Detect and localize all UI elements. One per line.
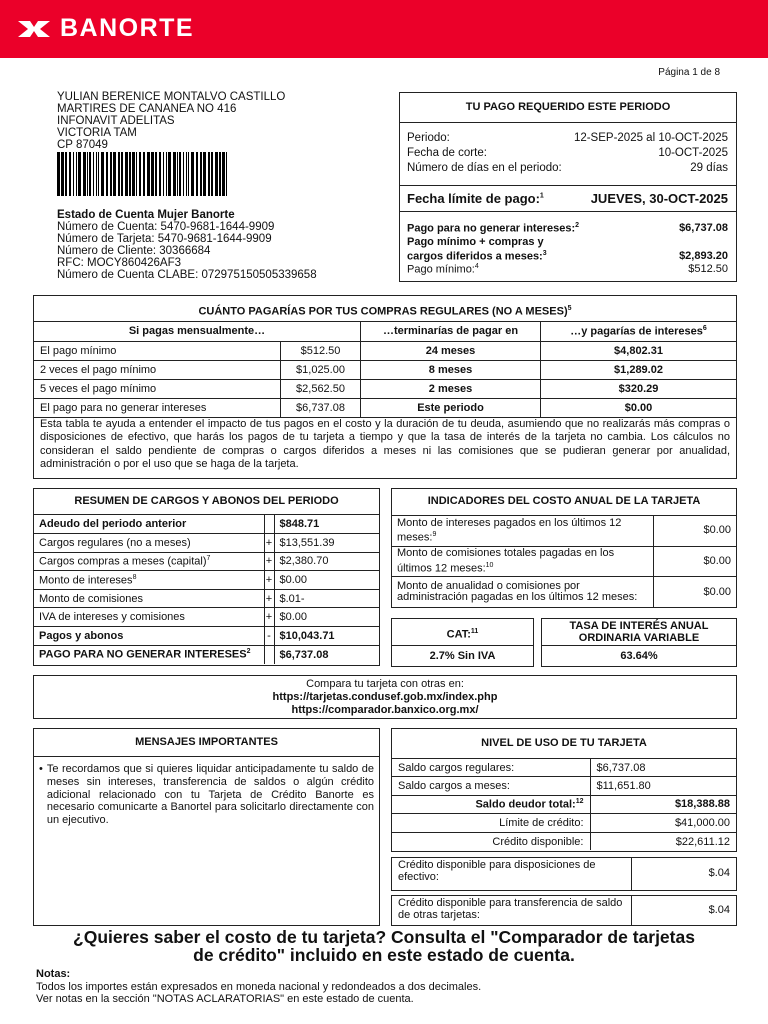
nivel-uso-panel xyxy=(391,728,737,852)
periodo-row: Periodo: 12-SEP-2025 al 10-OCT-2025 xyxy=(407,132,728,144)
barcode-bar xyxy=(196,152,198,196)
col-header-intereses: …y pagarías de intereses$^6$ xyxy=(541,322,737,341)
tasa-label: TASA DE INTERÉS ANUAL ORDINARIA VARIABLE xyxy=(542,619,736,646)
banxico-link[interactable]: https://comparador.banxico.org.mx/ xyxy=(291,704,479,716)
fecha-limite-row: Fecha límite de pago:$^1$ JUEVES, 30-OCT-2025 xyxy=(407,191,728,206)
barcode-bar xyxy=(200,152,202,196)
table-row: Saldo deudor total:$^{12}$ $18,388.88 xyxy=(392,795,736,813)
min-msi-row-2: cargos diferidos a meses:$^3$ $2,893.20 xyxy=(407,250,728,263)
barcode-bar xyxy=(73,152,74,196)
barcode-bar xyxy=(136,152,137,196)
compara-text: Compara tu tarjeta con otras en: xyxy=(306,678,464,690)
page-number: Página 1 de 8 xyxy=(658,67,720,78)
table-row: Monto de comisiones + $.01- xyxy=(34,589,379,608)
barcode-bar xyxy=(89,152,91,196)
table-row: Monto de comisiones totales pagadas en los últimos 12 meses:$^{10}$ $0.00 xyxy=(392,547,736,577)
barcode-bar xyxy=(183,152,184,196)
barcode-bar xyxy=(155,152,157,196)
barcode-bar xyxy=(186,152,187,196)
notas-section xyxy=(36,968,481,1006)
cuanto-title: CUÁNTO PAGARÍAS POR TUS COMPRAS REGULARES (NO A MESES)$^5$ xyxy=(34,296,736,322)
postal-barcode xyxy=(57,152,229,196)
notas-title: Notas: xyxy=(36,968,71,980)
barcode-bar xyxy=(57,152,60,196)
account-line: RFC: MOCY860426AF3 xyxy=(57,257,181,269)
no-intereses-row: Pago para no generar intereses:$^2$ $6,737.08 xyxy=(407,222,728,235)
barcode-bar xyxy=(159,152,161,196)
barcode-bar xyxy=(76,152,77,196)
barcode-bar xyxy=(177,152,178,196)
account-line: Número de Tarjeta: 5470-9681-1644-9909 xyxy=(57,233,272,245)
tasa-panel xyxy=(541,618,737,667)
table-row: Cargos compras a meses (capital)$^7$ + $2,380.70 xyxy=(34,552,379,571)
periodo-value: 12-SEP-2025 al 10-OCT-2025 xyxy=(573,132,728,144)
table-row: Pagos y abonos - $10,043.71 xyxy=(34,627,379,646)
col-header-terminarias: …terminarías de pagar en xyxy=(361,322,541,341)
table-row: El pago mínimo $512.50 24 meses $4,802.31 xyxy=(34,341,737,360)
barcode-bar xyxy=(139,152,141,196)
mensaje-item: • Te recordamos que si quieres liquidar anticipadamente tu saldo de meses sin intereses, transferencia de saldos o algún crédito adicional relacionado con tu Tarjeta de Crédito Banorte es necesario comunicarte a Banortel para solicitarlo directamente con un ejecutivo. xyxy=(39,763,374,827)
barcode-bar xyxy=(113,152,116,196)
barcode-bar xyxy=(147,152,150,196)
barcode-bar xyxy=(215,152,218,196)
barcode-bar xyxy=(121,152,123,196)
barcode-bar xyxy=(203,152,206,196)
resumen-title: RESUMEN DE CARGOS Y ABONOS DEL PERIODO xyxy=(34,489,379,515)
statement-title: Estado de Cuenta Mujer Banorte xyxy=(57,209,235,221)
pago-minimo-value: $512.50 xyxy=(688,263,728,275)
resumen-panel xyxy=(33,488,380,666)
min-msi-row-1: Pago mínimo + compras y xyxy=(407,236,544,248)
barcode-bar xyxy=(143,152,145,196)
address-line: INFONAVIT ADELITAS xyxy=(57,115,175,127)
pago-minimo-row: Pago mínimo:$^4$ $512.50 xyxy=(407,263,728,276)
bullet-icon: • xyxy=(39,763,43,775)
barcode-bar xyxy=(222,152,225,196)
banorte-symbol-icon xyxy=(16,15,52,43)
barcode-bar xyxy=(129,152,131,196)
mensajes-title: MENSAJES IMPORTANTES xyxy=(34,729,379,757)
table-row: 5 veces el pago mínimo $2,562.50 2 meses $320.29 xyxy=(34,379,737,398)
corte-value: 10-OCT-2025 xyxy=(658,147,728,159)
cat-value: 2.7% Sin IVA xyxy=(429,650,496,662)
dias-value: 29 días xyxy=(690,162,728,174)
cuanto-note: Esta tabla te ayuda a entender el impacto de tus pagos en el costo y la duración de tu deuda, asumiendo que no realizarás más compras o disposiciones de efectivo, que harás los pagos de tu tarjeta a tiempo y que la tasa de interés de la tarjeta no cambia. Los cálculos no consideran el saldo pendiente de compras o cargos diferidos a meses ni las comisiones que se pudieran generar por anualidad, administración o por el uso que se haga de la tarjeta. xyxy=(40,418,730,471)
condusef-link[interactable]: https://tarjetas.condusef.gob.mx/index.php xyxy=(272,691,498,703)
disp-efectivo-value: $.04 xyxy=(631,858,736,890)
indicadores-title: INDICADORES DEL COSTO ANUAL DE LA TARJETA xyxy=(427,495,701,507)
table-row: El pago para no generar intereses $6,737.08 Este periodo $0.00 xyxy=(34,398,737,417)
barcode-bar xyxy=(166,152,167,196)
account-info xyxy=(57,209,317,281)
address-line: CP 87049 xyxy=(57,139,108,151)
payment-required-panel xyxy=(399,92,737,282)
barcode-bar xyxy=(132,152,135,196)
brand-header xyxy=(0,0,768,58)
barcode-bar xyxy=(69,152,71,196)
brand-name: BANORTE xyxy=(60,14,195,42)
client-address xyxy=(57,91,285,151)
barcode-bar xyxy=(96,152,97,196)
col-header-pagas: Si pagas mensualmente… xyxy=(34,322,361,341)
barcode-bar xyxy=(93,152,94,196)
barcode-bar xyxy=(179,152,181,196)
table-row: Límite de crédito: $41,000.00 xyxy=(392,814,736,832)
barcode-bar xyxy=(83,152,86,196)
account-line: Número de Cuenta CLABE: 072975150505339658 xyxy=(57,269,317,281)
nivel-table xyxy=(392,758,736,850)
table-row: Crédito disponible: $22,611.12 xyxy=(392,832,736,850)
table-row: Monto de intereses pagados en los últimos 12 meses:$^9$ $0.00 xyxy=(392,516,736,547)
barcode-bar xyxy=(125,152,128,196)
barcode-bar xyxy=(78,152,81,196)
barcode-bar xyxy=(188,152,189,196)
indicadores-panel xyxy=(391,488,737,608)
barcode-bar xyxy=(163,152,164,196)
address-line: VICTORIA TAM xyxy=(57,127,137,139)
barcode-bar xyxy=(211,152,213,196)
nota-line: Todos los importes están expresados en moneda nacional y redondeados a dos decimales. xyxy=(36,980,482,993)
mensajes-panel xyxy=(33,728,380,926)
table-row: Saldo cargos a meses: $11,651.80 xyxy=(392,777,736,795)
nivel-title: NIVEL DE USO DE TU TARJETA xyxy=(481,737,647,749)
barcode-bar xyxy=(151,152,154,196)
barcode-bar xyxy=(208,152,210,196)
resumen-table xyxy=(34,515,379,664)
disp-transfer-panel: Crédito disponible para transferencia de saldo de otras tarjetas: $.04 xyxy=(391,895,737,926)
table-row: Adeudo del periodo anterior $848.71 xyxy=(34,515,379,534)
no-intereses-value: $6,737.08 xyxy=(679,222,728,234)
barcode-bar xyxy=(191,152,194,196)
cat-label: CAT:$^{11}$ xyxy=(392,619,533,646)
barcode-bar xyxy=(87,152,88,196)
fecha-limite-value: JUEVES, 30-OCT-2025 xyxy=(590,191,728,206)
barcode-bar xyxy=(168,152,171,196)
table-row: Monto de anualidad o comisiones por administración pagadas en los últimos 12 meses: $0.00 xyxy=(392,577,736,608)
corte-row: Fecha de corte: 10-OCT-2025 xyxy=(407,147,728,159)
indicadores-table xyxy=(392,515,736,608)
cat-panel xyxy=(391,618,534,667)
table-row: Cargos regulares (no a meses) + $13,551.39 xyxy=(34,534,379,553)
compara-panel xyxy=(33,675,737,719)
account-line: Número de Cuenta: 5470-9681-1644-9909 xyxy=(57,221,275,233)
table-row: Monto de intereses$^8$ + $0.00 xyxy=(34,571,379,590)
cuanto-table xyxy=(33,322,737,418)
disp-efectivo-panel: Crédito disponible para disposiciones de efectivo: $.04 xyxy=(391,857,737,891)
dias-row: Número de días en el periodo: 29 días xyxy=(407,162,728,174)
barcode-bar xyxy=(61,152,64,196)
comparador-promo: ¿Quieres saber el costo de tu tarjeta? Consulta el "Comparador de tarjetas de crédito" incluido en este estado de cuenta. xyxy=(73,927,695,965)
table-row: IVA de intereses y comisiones + $0.00 xyxy=(34,608,379,627)
nota-line: Ver notas en la sección "NOTAS ACLARATORIAS" en este estado de cuenta. xyxy=(36,993,414,1005)
barcode-bar xyxy=(106,152,108,196)
barcode-bar xyxy=(226,152,227,196)
barcode-bar xyxy=(101,152,104,196)
barcode-bar xyxy=(219,152,221,196)
min-msi-value: $2,893.20 xyxy=(679,250,728,262)
table-row: PAGO PARA NO GENERAR INTERESES$^2$ $6,737.08 xyxy=(34,645,379,664)
disp-transfer-value: $.04 xyxy=(631,896,736,925)
barcode-bar xyxy=(110,152,112,196)
banorte-logo xyxy=(16,14,194,43)
address-line: MARTIRES DE CANANEA NO 416 xyxy=(57,103,237,115)
barcode-bar xyxy=(118,152,120,196)
barcode-bar xyxy=(98,152,99,196)
table-row: 2 veces el pago mínimo $1,025.00 8 meses $1,289.02 xyxy=(34,360,737,379)
barcode-bar xyxy=(65,152,67,196)
cuanto-pagarias-panel xyxy=(33,295,737,479)
payment-panel-title: TU PAGO REQUERIDO ESTE PERIODO xyxy=(400,93,736,123)
tasa-value: 63.64% xyxy=(620,650,658,662)
table-row: Saldo cargos regulares: $6,737.08 xyxy=(392,759,736,777)
address-line: YULIAN BERENICE MONTALVO CASTILLO xyxy=(57,91,286,103)
barcode-bar xyxy=(173,152,176,196)
account-line: Número de Cliente: 30366684 xyxy=(57,245,211,257)
